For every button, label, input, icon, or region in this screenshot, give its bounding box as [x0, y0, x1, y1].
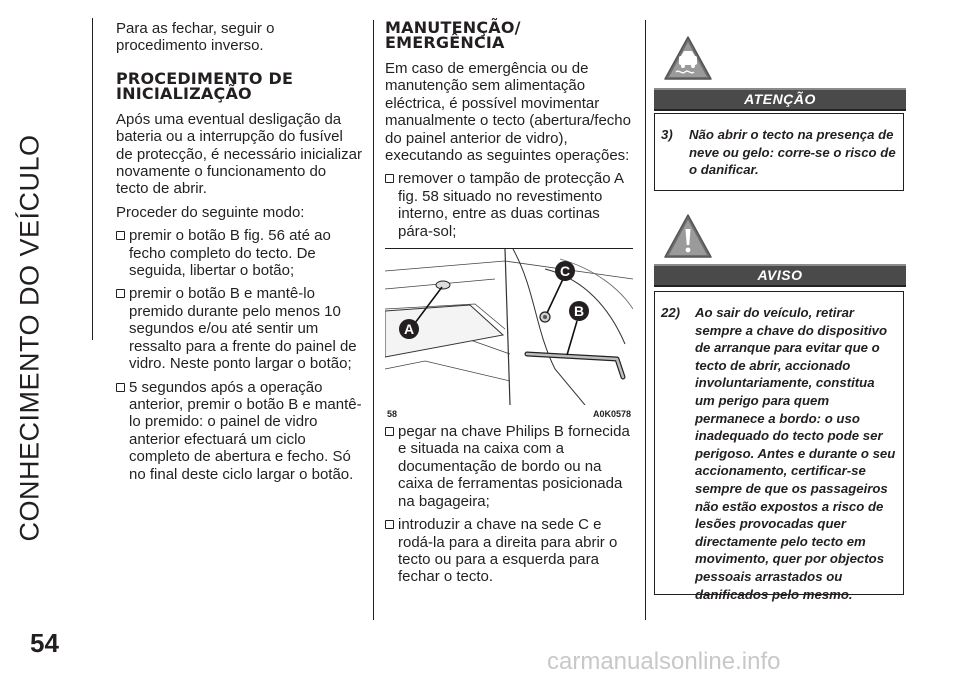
callout-a-label: A [403, 321, 415, 338]
list-item-text: premir o botão B fig. 56 até ao fecho completo do tecto. De seguida, libertar o botão; [129, 227, 331, 280]
list-item [385, 170, 633, 240]
attention-note [661, 126, 897, 179]
attention-note-number: 3) [661, 127, 673, 142]
section-heading-maintenance: MANUTENÇÃO/ EMERGÊNCIA [385, 18, 521, 52]
callout-a [399, 319, 419, 339]
watermark: carmanualsonline.info [547, 648, 781, 675]
list-item [385, 423, 633, 510]
list-item [116, 285, 362, 372]
callout-c [555, 261, 575, 281]
callout-b-label: B [573, 303, 585, 320]
list-item-text: introduzir a chave na sede C e rodá-la para a direita para abrir o tecto ou para a esquerda para fechar o tecto. [398, 516, 618, 586]
checkbox-bullet-icon [385, 174, 394, 183]
attention-note-text: Não abrir o tecto na presença de neve ou gelo: corre-se o risco de o danificar. [689, 127, 896, 178]
initialization-paragraph: Após uma eventual desligação da bateria ou a interrupção do fusível de protecção, é necessário inicializar novamente o funcionamento do tecto de abrir. [116, 110, 362, 198]
side-section-title-text: CONHECIMENTO DO VEÍCULO [14, 134, 45, 542]
column-divider [645, 20, 646, 620]
roof-illustration [385, 249, 633, 405]
column-left [116, 20, 362, 489]
figure-58 [385, 248, 633, 420]
exclamation-warning-icon [662, 212, 714, 260]
side-rule [92, 18, 93, 340]
list-item [116, 379, 362, 483]
list-item-text: 5 segundos após a operação anterior, premir o botão B e mantê-lo premido: o painel de vidro anterior efectuará um ciclo completo de abertura e fecho. Só no final deste ciclo largar o botão. [129, 378, 362, 483]
warning-note-text: Ao sair do veículo, retirar sempre a chave do dispositivo de arranque para evitar que o tecto de abrir, accionado involuntariamente, constitua um perigo para quem permanece a bordo: o uso inadequado do tecto pode ser perigoso. Antes e durante o seu accionamento, certificar-se sempre de que os passageiros não estão expostos a risco de lesões provocadas quer directamente pelo tecto em movimento, quer por objectos pessoais arrastados ou danificados pelo mesmo. [695, 305, 896, 602]
warning-title-bar: AVISO [654, 264, 906, 287]
checkbox-bullet-icon [116, 289, 125, 298]
intro-paragraph: Para as fechar, seguir o procedimento inverso. [116, 20, 275, 55]
warning-box [654, 291, 904, 602]
figure-number: 58 [387, 409, 398, 420]
callout-b [569, 301, 589, 321]
maintenance-paragraph: Em caso de emergência ou de manutenção sem alimentação eléctrica, é possível movimentar manualmente o tecto (abertura/fecho do painel anterior de vidro), executando as seguintes operações: [385, 60, 631, 165]
section-heading-initialization: PROCEDIMENTO DE INICIALIZAÇÃO [116, 68, 294, 103]
attention-title-bar: ATENÇÃO [654, 88, 906, 111]
page-number: 54 [30, 628, 59, 658]
warning-note-number: 22) [661, 305, 681, 320]
attention-box [654, 113, 904, 191]
checkbox-bullet-icon [116, 231, 125, 240]
checkbox-bullet-icon [385, 520, 394, 529]
procedure-intro: Proceder do seguinte modo: [116, 203, 305, 221]
callout-c-label: C [559, 263, 571, 280]
figure-code: A0K0578 [592, 409, 631, 420]
checkbox-bullet-icon [385, 427, 394, 436]
list-item-text: pegar na chave Philips B fornecida e situada na caixa com a documentação de bordo ou na caixa de ferramentas posicionada na bagageira; [398, 423, 630, 510]
warning-note [661, 304, 897, 603]
list-item-text: remover o tampão de protecção A fig. 58 situado no revestimento interno, entre as duas cortinas pára-sol; [398, 170, 624, 240]
column-middle [385, 20, 633, 592]
slippery-road-warning-icon [662, 34, 714, 82]
checkbox-bullet-icon [116, 383, 125, 392]
list-item [385, 516, 633, 586]
column-divider [373, 20, 374, 620]
list-item [116, 227, 362, 279]
list-item-text: premir o botão B e mantê-lo premido durante pelo menos 10 segundos e/ou até sentir um ressalto para a frente do painel de vidro. Neste ponto largar o botão; [129, 285, 357, 373]
